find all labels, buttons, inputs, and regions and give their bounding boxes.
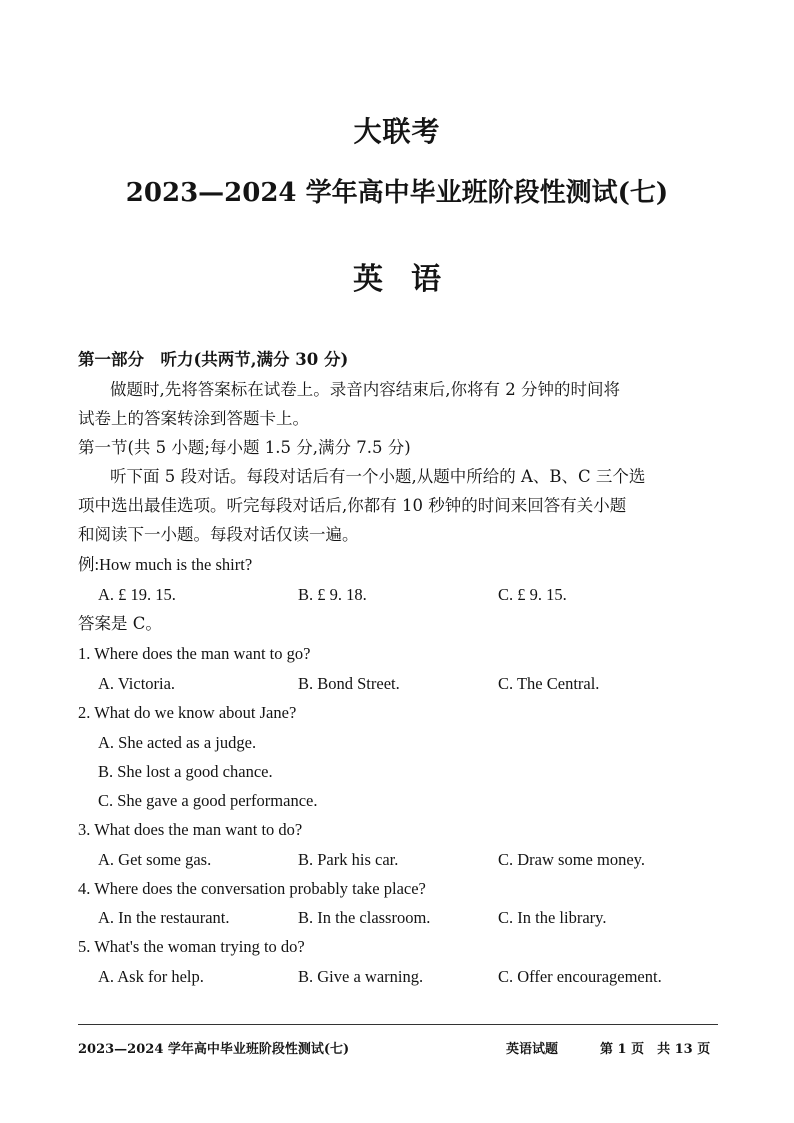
question-1-option-c: C. The Central. xyxy=(498,674,600,693)
question-4-option-c: C. In the library. xyxy=(498,908,607,927)
subject-title: 英语 xyxy=(353,262,469,297)
question-5-option-a: A. Ask for help. xyxy=(98,967,204,986)
question-1-option-b: B. Bond Street. xyxy=(298,674,400,693)
question-2-option-c: C. She gave a good performance. xyxy=(98,791,318,810)
exam-title: 2023—2024 学年高中毕业班阶段性测试(七) xyxy=(125,178,669,208)
example-option-a: A. £ 19. 15. xyxy=(98,585,176,604)
question-5: 5. What's the woman trying to do? xyxy=(78,937,305,956)
part1-heading: 第一部分 听力(共两节,满分 30 分) xyxy=(78,350,349,369)
question-3-option-c: C. Draw some money. xyxy=(498,850,645,869)
section1-instruction-line2: 项中选出最佳选项。听完每段对话后,你都有 10 秒钟的时间来回答有关小题 xyxy=(78,496,627,515)
section1-instruction-line1: 听下面 5 段对话。每段对话后有一个小题,从题中所给的 A、B、C 三个选 xyxy=(110,467,646,486)
example-question: 例:How much is the shirt? xyxy=(78,555,253,574)
question-3: 3. What does the man want to do? xyxy=(78,820,303,839)
question-1-option-a: A. Victoria. xyxy=(98,674,176,693)
example-option-b: B. £ 9. 18. xyxy=(298,585,367,604)
footer-subject: 英语试题 xyxy=(506,1042,559,1057)
question-5-option-b: B. Give a warning. xyxy=(298,967,424,986)
part1-instruction-line1: 做题时,先将答案标在试卷上。录音内容结束后,你将有 2 分钟的时间将 xyxy=(110,380,620,399)
question-2-option-b: B. She lost a good chance. xyxy=(98,762,273,781)
section1-heading: 第一节(共 5 小题;每小题 1.5 分,满分 7.5 分) xyxy=(78,438,411,457)
footer-page-number: 第 1 页 共 13 页 xyxy=(600,1042,711,1057)
example-answer: 答案是 C。 xyxy=(78,614,162,633)
question-3-option-b: B. Park his car. xyxy=(298,850,399,869)
question-3-option-a: A. Get some gas. xyxy=(98,850,212,869)
footer-divider xyxy=(78,1024,718,1025)
question-4-option-b: B. In the classroom. xyxy=(298,908,431,927)
question-4: 4. Where does the conversation probably take place? xyxy=(78,879,426,898)
example-option-c: C. £ 9. 15. xyxy=(498,585,567,604)
footer-exam-title: 2023—2024 学年高中毕业班阶段性测试(七) xyxy=(78,1042,350,1057)
part1-instruction-line2: 试卷上的答案转涂到答题卡上。 xyxy=(78,409,309,428)
question-2-option-a: A. She acted as a judge. xyxy=(98,733,257,752)
question-5-option-c: C. Offer encouragement. xyxy=(498,967,662,986)
brand-title: 大联考 xyxy=(353,115,441,148)
section1-instruction-line3: 和阅读下一小题。每段对话仅读一遍。 xyxy=(78,525,359,544)
question-2: 2. What do we know about Jane? xyxy=(78,703,297,722)
question-1: 1. Where does the man want to go? xyxy=(78,644,311,663)
question-4-option-a: A. In the restaurant. xyxy=(98,908,230,927)
